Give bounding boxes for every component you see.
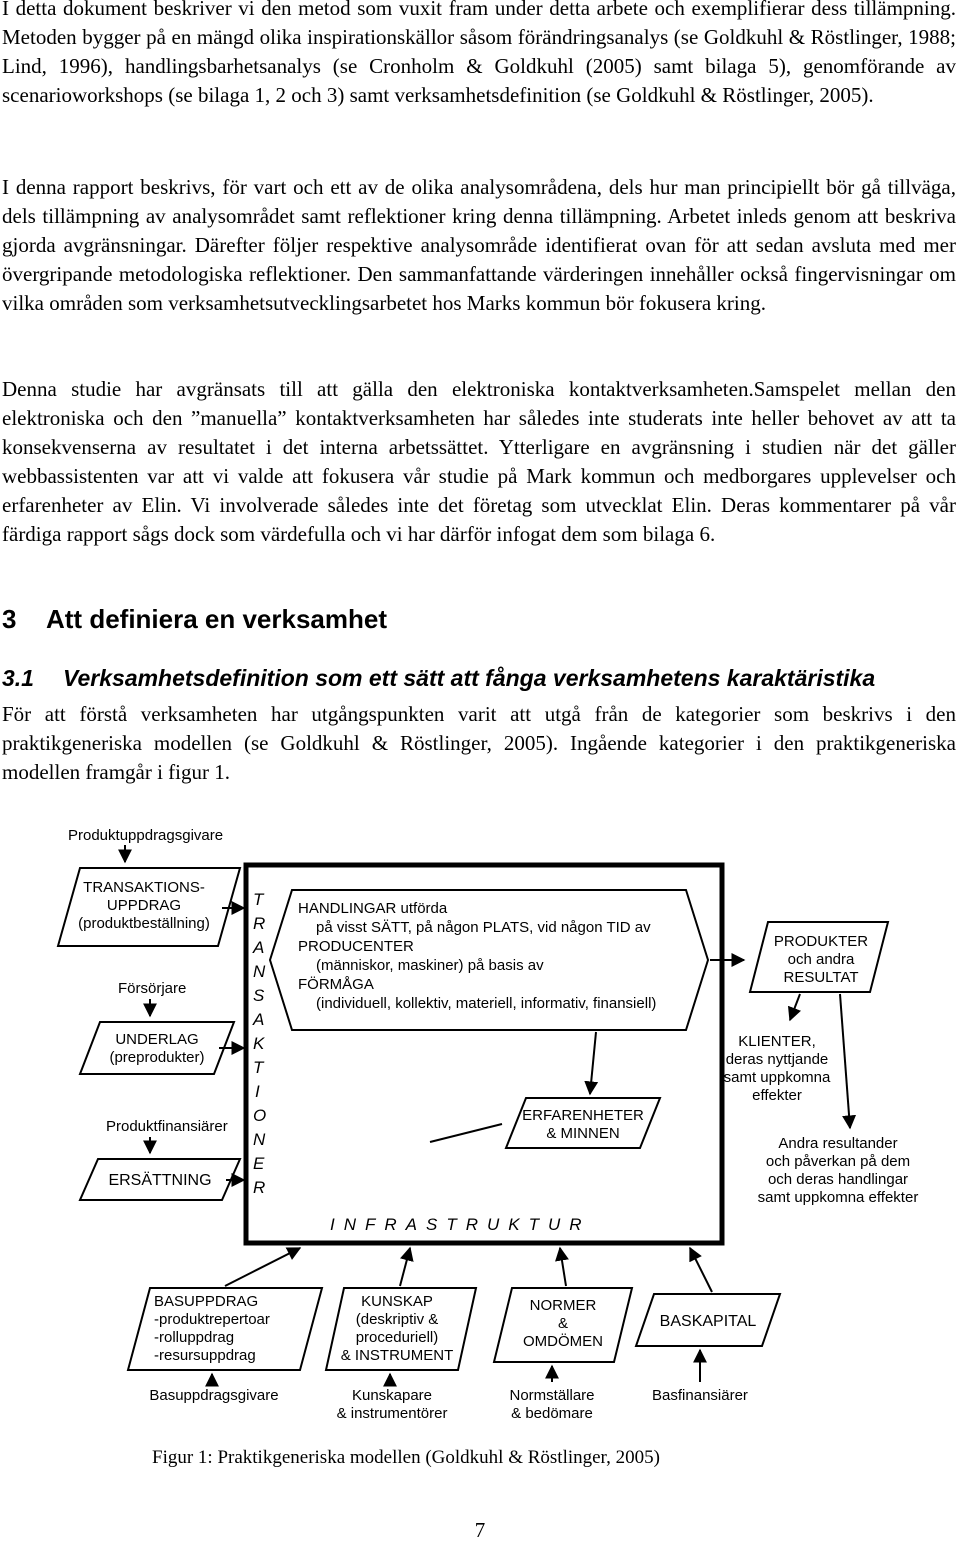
handlingar-line-3: PRODUCENTER xyxy=(298,938,414,955)
letter: S xyxy=(253,986,265,1005)
andra-line-4: samt uppkomna effekter xyxy=(757,1189,919,1206)
arrow-line xyxy=(560,1248,566,1286)
erfarenheter-line-1: ERFARENHETER xyxy=(522,1107,644,1124)
baskapital-label: BASKAPITAL xyxy=(659,1313,757,1330)
transaktionsuppdrag-line-1: TRANSAKTIONS- xyxy=(83,879,205,896)
arrow-line xyxy=(840,994,850,1128)
paragraph-report-structure: I denna rapport beskrivs, för vart och ett av de olika analysområdena, dels hur man principiellt bör gå tillväga, dels tillämpning av analysområdet samt reflektioner kring denna tillämpning. Arbetet inleds genom att beskriva gjorda avgränsningar. Därefter följer respektive analysområde identifierat ovan för att sedan avsluta med mer övergripande metodologiska reflektioner. Den sammanfattande värderingen innehåller också fingervisningar om vilka områden som verksamhetsutvecklingsarbetet hos Marks kommun bör fokusera kring. xyxy=(2,175,956,315)
section-title: Att definiera en verksamhet xyxy=(46,604,388,634)
klienter-line-3: samt uppkomna xyxy=(723,1069,831,1086)
basuppdrag-line-2: -produktrepertoar xyxy=(154,1311,270,1328)
arrow-line xyxy=(790,994,800,1020)
normer-line-3: OMDÖMEN xyxy=(523,1333,603,1350)
basuppdrag-line-3: -rolluppdrag xyxy=(154,1329,235,1346)
handlingar-line-1: HANDLINGAR utförda xyxy=(298,900,448,917)
paragraph-delimitations: Denna studie har avgränsats till att gälla den elektroniska kontaktverksamheten.Samspelet mellan den elektroniska och den ”manuella” kontaktverksamheten har således inte studerats inte heller behovet av att ta konsekvenserna av resultatet i det interna arbetssättet. Ytterligare en avgränsning i studien när det gäller webbassistenten var att vi valde att fokusera vår studie på Mark kommun och medborgares upplevelser och erfarenheter av Elin. Vi involverade således inte det företag som utvecklat Elin. Deras kommentarer på vår färdiga rapport sågs dock som värdefulla och vi har därför infogat dem som bilaga 6. xyxy=(2,377,956,546)
erfarenheter-line-2: & MINNEN xyxy=(546,1125,620,1142)
kunskap-line-3: proceduriell) xyxy=(355,1329,439,1346)
arrow-line xyxy=(400,1248,410,1286)
arrow-line xyxy=(690,1248,712,1292)
andra-line-2: och påverkan på dem xyxy=(765,1153,911,1170)
handlingar-line-5: FÖRMÅGA xyxy=(298,976,374,993)
handlingar-line-2: på visst SÄTT, på någon PLATS, vid någon TID av xyxy=(316,919,651,936)
klienter-line-2: deras nyttjande xyxy=(725,1051,829,1068)
normer-line-1: NORMER xyxy=(529,1297,597,1314)
letter: N xyxy=(253,962,266,981)
produkter-line-1: PRODUKTER xyxy=(773,933,869,950)
letter: A xyxy=(253,938,265,957)
kunskapare-line-2: & instrumentörer xyxy=(336,1405,448,1422)
letter: R xyxy=(253,1178,266,1197)
produktfinansiarer-label: Produktfinansiärer xyxy=(106,1118,228,1135)
kunskapare-line-1: Kunskapare xyxy=(351,1387,433,1404)
subsection-number: 3.1 xyxy=(2,665,34,691)
normstallare-line-2: & bedömare xyxy=(511,1405,593,1422)
letter: K xyxy=(253,1034,265,1053)
letter: N xyxy=(253,1130,266,1149)
letter: I xyxy=(255,1082,260,1101)
basuppdrag-line-4: -resursuppdrag xyxy=(154,1347,256,1364)
letter: O xyxy=(253,1106,267,1125)
arrow-line xyxy=(225,1248,300,1286)
letter: A xyxy=(253,1010,265,1029)
normstallare-line-1: Normställare xyxy=(509,1387,595,1404)
letter: T xyxy=(253,1058,264,1077)
letter: T xyxy=(253,890,264,909)
andra-line-1: Andra resultander xyxy=(778,1135,898,1152)
letter: R xyxy=(253,914,266,933)
basfinansiarer-label: Basfinansiärer xyxy=(652,1387,748,1404)
subsection-title: Verksamhetsdefinition som ett sätt att fånga verksamhetens karaktäristika xyxy=(63,665,876,691)
klienter-line-1: KLIENTER, xyxy=(738,1033,816,1050)
handlingar-line-4: (människor, maskiner) på basis av xyxy=(316,957,544,974)
underlag-line-1: UNDERLAG xyxy=(115,1031,199,1048)
underlag-shape xyxy=(80,1022,234,1074)
underlag-line-2: (preprodukter) xyxy=(109,1049,205,1066)
section-heading xyxy=(2,602,387,636)
infrastruktur-label: INFRASTRUKTUR xyxy=(330,1215,591,1234)
andra-line-3: och deras handlingar xyxy=(767,1171,909,1188)
klienter-line-4: effekter xyxy=(752,1087,802,1104)
section-number: 3 xyxy=(2,604,17,634)
kunskap-line-1: KUNSKAP xyxy=(361,1293,433,1310)
produkter-line-3: RESULTAT xyxy=(783,969,859,986)
figure-caption: Figur 1: Praktikgeneriska modellen (Goldkuhl & Röstlinger, 2005) xyxy=(152,1447,660,1468)
handlingar-line-6: (individuell, kollektiv, materiell, informativ, finansiell) xyxy=(316,995,657,1012)
kunskap-line-4: & INSTRUMENT xyxy=(340,1347,454,1364)
letter: E xyxy=(253,1154,265,1173)
basuppdrag-line-1: BASUPPDRAG xyxy=(154,1293,259,1310)
page-number: 7 xyxy=(474,1518,486,1542)
paragraph-method: I detta dokument beskriver vi den metod som vuxit fram under detta arbete och exemplifierar dess tillämpning. Metoden bygger på en mängd olika inspirationskällor såsom förändringsanalys (se Goldkuhl & Röstlinger, 1988; Lind, 1996), handlingsbarhetsanalys (se Cronholm & Goldkuhl (2005) samt bilaga 5), genomförande av scenarioworkshops (se bilaga 1, 2 och 3) samt verksamhetsdefinition (se Goldkuhl & Röstlinger, 2005). xyxy=(2,0,956,107)
transaktionsuppdrag-line-3: (produktbeställning) xyxy=(78,915,210,932)
transaktionsuppdrag-line-2: UPPDRAG xyxy=(106,897,182,914)
ersattning-label: ERSÄTTNING xyxy=(108,1172,212,1189)
paragraph-model-intro: För att förstå verksamheten har utgångspunkten varit att utgå från de kategorier som beskrivs i den praktikgeneriska modellen (se Goldkuhl & Röstlinger, 2005). Ingående kategorier i den praktikgeneriska modellen framgår i figur 1. xyxy=(2,702,956,784)
practice-generic-model-figure xyxy=(0,810,960,1440)
subsection-heading xyxy=(2,663,960,693)
produkter-line-2: och andra xyxy=(787,951,855,968)
normer-line-2: & xyxy=(557,1315,569,1332)
produktuppdragsgivare-label: Produktuppdragsgivare xyxy=(68,827,224,844)
kunskap-line-2: (deskriptiv & xyxy=(355,1311,439,1328)
basuppdragsgivare-label: Basuppdragsgivare xyxy=(149,1387,279,1404)
forsorjare-label: Försörjare xyxy=(118,980,187,997)
